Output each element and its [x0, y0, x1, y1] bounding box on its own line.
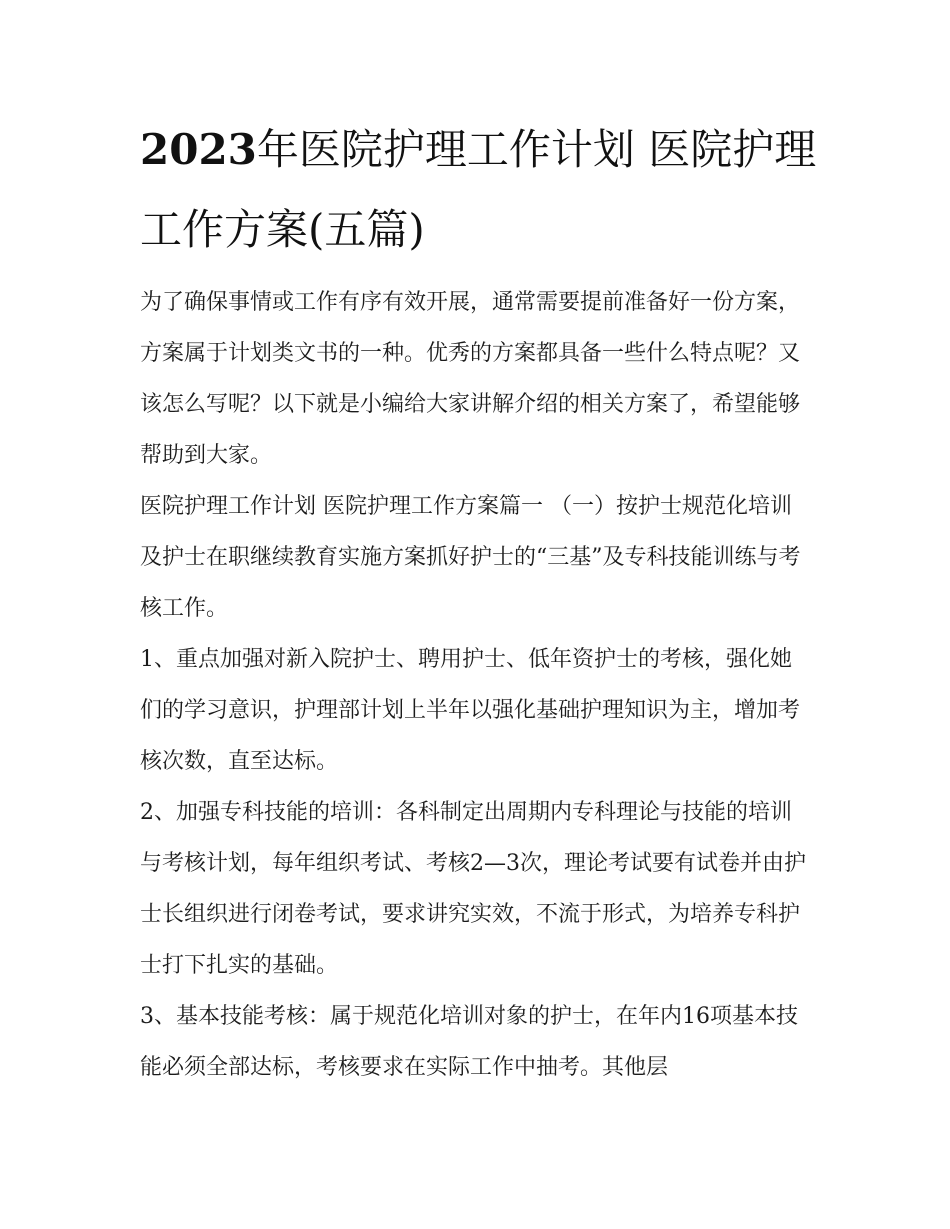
title-year: 2023: [140, 125, 257, 174]
item-one-paragraph: 1、重点加强对新入院护士、聘用护士、低年资护士的考核，强化她们的学习意识，护理部计划上半年以强化基础护理知识为主，增加考核次数，直至达标。: [140, 647, 801, 774]
document-title: [140, 110, 820, 270]
section-one-paragraph: 医院护理工作计划 医院护理工作方案篇一 （一）按护士规范化培训及护士在职继续教育实施方案抓好护士的“三基”及专科技能训练与考核工作。: [140, 494, 801, 621]
item-two-paragraph: 2、加强专科技能的培训：各科制定出周期内专科理论与技能的培训与考核计划，每年组织考试、考核2—3次，理论考试要有试卷并由护士长组织进行闭卷考试，要求讲究实效，不流于形式，为培养专科护士打下扎实的基础。: [140, 800, 806, 978]
title-text: 年医院护理工作计划 医院护理工作方案(五篇): [140, 125, 817, 254]
intro-paragraph: 为了确保事情或工作有序有效开展，通常需要提前准备好一份方案，方案属于计划类文书的一种。优秀的方案都具备一些什么特点呢？又该怎么写呢？以下就是小编给大家讲解介绍的相关方案了，希望能够帮助到大家。: [140, 290, 801, 468]
item-three-paragraph: 3、基本技能考核：属于规范化培训对象的护士，在年内16项基本技能必须全部达标，考核要求在实际工作中抽考。其他层: [140, 1004, 798, 1080]
document-body: [140, 277, 812, 1093]
